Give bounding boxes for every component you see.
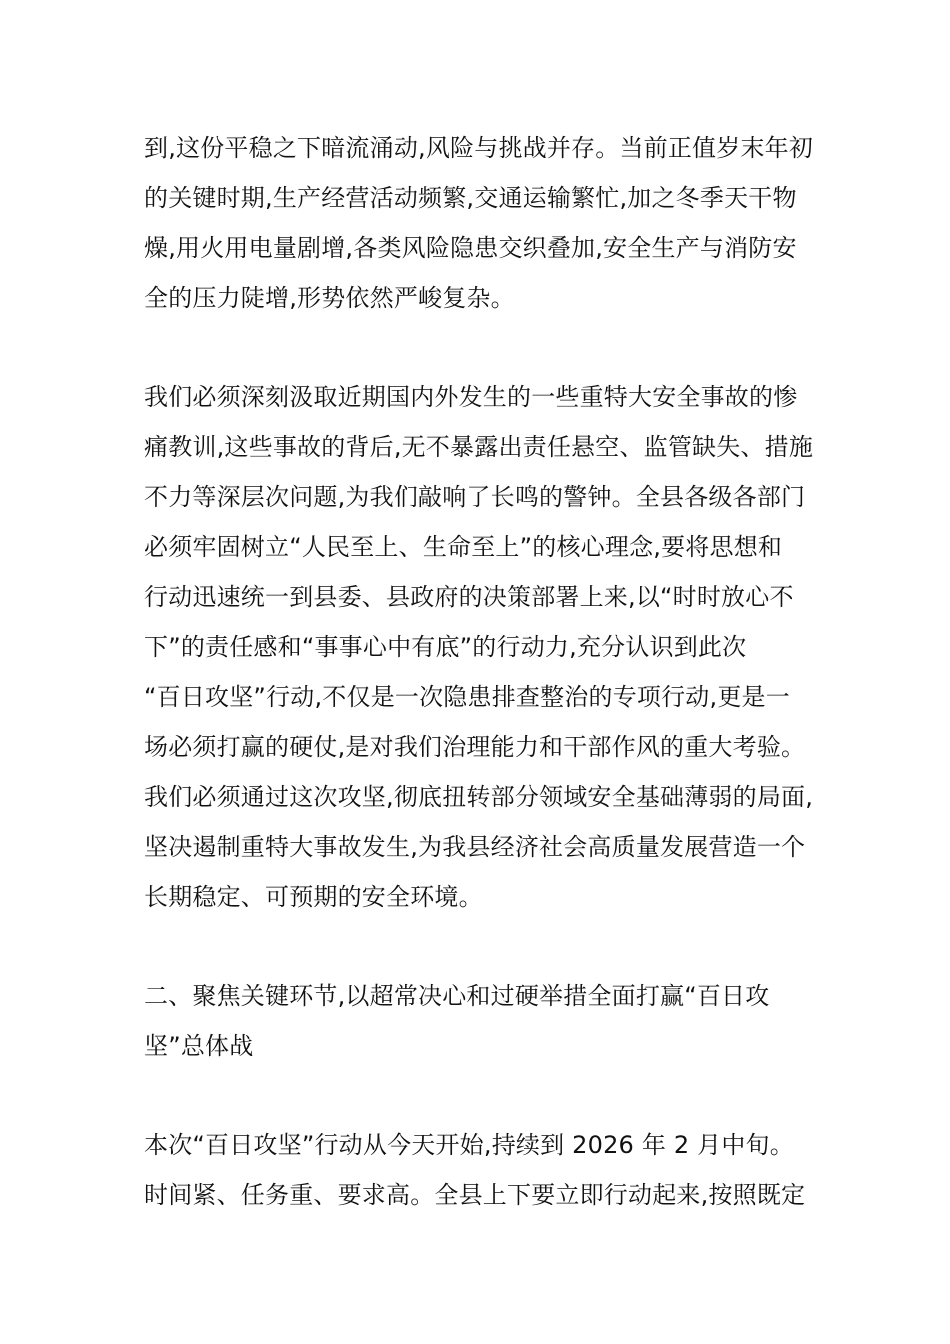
text-line: 到,这份平稳之下暗流涌动,风险与挑战并存。当前正值岁末年初 [144, 134, 814, 162]
text-line: 时间紧、任务重、要求高。全县上下要立即行动起来,按照既定 [144, 1181, 806, 1209]
section-heading-line: 二、聚焦关键环节,以超常决心和过硬举措全面打赢“百日攻 [144, 982, 770, 1010]
text-line: “百日攻坚”行动,不仅是一次隐患排查整治的专项行动,更是一 [144, 683, 790, 711]
section-heading-line: 坚”总体战 [144, 1032, 254, 1060]
text-line: 我们必须通过这次攻坚,彻底扭转部分领域安全基础薄弱的局面, [144, 783, 814, 811]
text-line: 燥,用火用电量剧增,各类风险隐患交织叠加,安全生产与消防安 [144, 234, 797, 262]
text-line: 本次“百日攻坚”行动从今天开始,持续到 2026 年 2 月中旬。 [144, 1131, 794, 1159]
text-line: 痛教训,这些事故的背后,无不暴露出责任悬空、监管缺失、措施 [144, 433, 814, 461]
text-line: 的关键时期,生产经营活动频繁,交通运输繁忙,加之冬季天干物 [144, 184, 797, 212]
text-line: 行动迅速统一到县委、县政府的决策部署上来,以“时时放心不 [144, 583, 794, 611]
text-line: 必须牢固树立“人民至上、生命至上”的核心理念,要将思想和 [144, 533, 783, 561]
text-line: 长期稳定、可预期的安全环境。 [144, 883, 483, 911]
text-line: 下”的责任感和“事事心中有底”的行动力,充分认识到此次 [144, 633, 747, 661]
text-line: 坚决遏制重特大事故发生,为我县经济社会高质量发展营造一个 [144, 833, 806, 861]
text-line: 全的压力陡增,形势依然严峻复杂。 [144, 284, 515, 312]
text-line: 场必须打赢的硬仗,是对我们治理能力和干部作风的重大考验。 [144, 733, 806, 761]
text-line: 不力等深层次问题,为我们敲响了长鸣的警钟。全县各级各部门 [144, 483, 806, 511]
text-line: 我们必须深刻汲取近期国内外发生的一些重特大安全事故的惨 [144, 383, 798, 411]
